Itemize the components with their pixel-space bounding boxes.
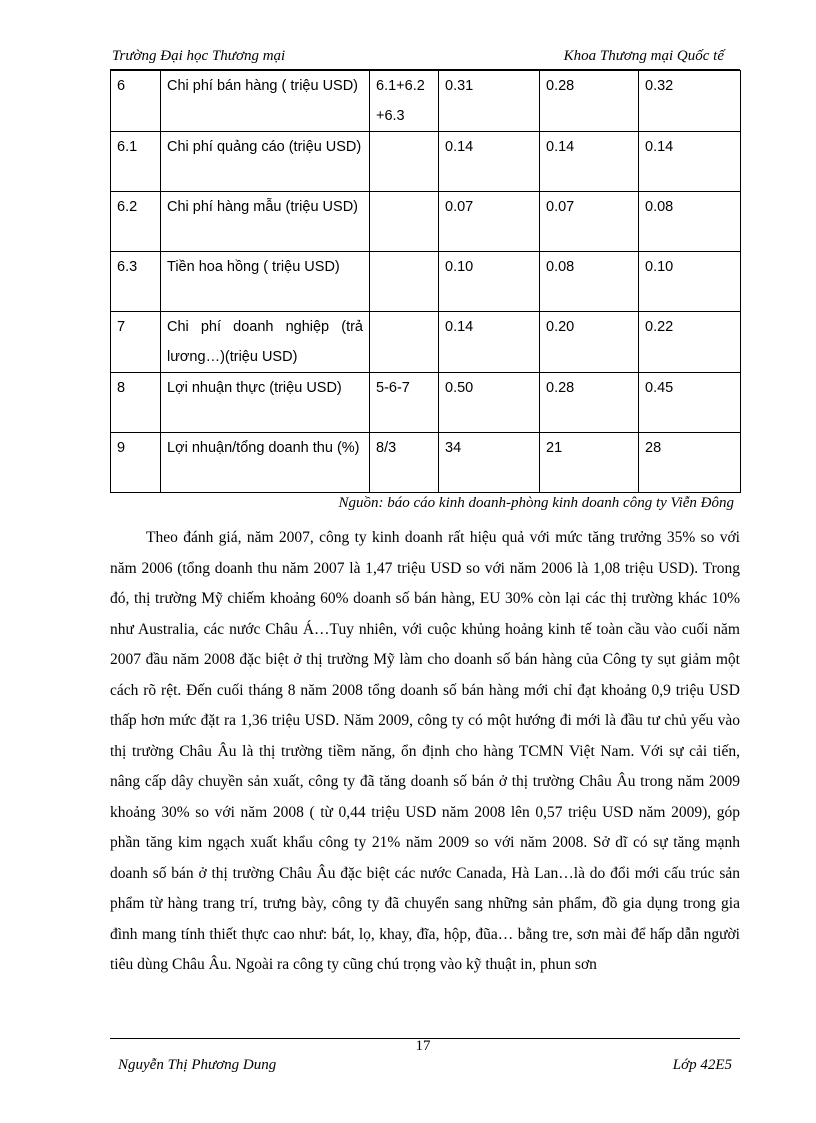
row-item: Tiền hoa hồng ( triệu USD) <box>161 252 370 312</box>
row-formula: 5-6-7 <box>370 373 439 433</box>
row-item: Lợi nhuận/tổng doanh thu (%) <box>161 433 370 493</box>
row-value-2009: 0.32 <box>639 71 741 132</box>
row-item: Chi phí doanh nghiệp (trả lương…)(triệu USD) <box>161 312 370 373</box>
row-formula <box>370 252 439 312</box>
row-value-2008: 0.28 <box>540 373 639 433</box>
row-value-2008: 21 <box>540 433 639 493</box>
row-number: 6 <box>111 71 161 132</box>
row-number: 6.3 <box>111 252 161 312</box>
header-school-name: Trường Đại học Thương mại <box>112 48 286 64</box>
row-item: Chi phí quảng cáo (triệu USD) <box>161 132 370 192</box>
page-number: 17 <box>415 1038 431 1054</box>
row-value-2009: 0.45 <box>639 373 741 433</box>
row-value-2009: 0.08 <box>639 192 741 252</box>
row-value-2008: 0.07 <box>540 192 639 252</box>
row-value-2007: 34 <box>439 433 540 493</box>
table-row <box>111 373 741 433</box>
row-number: 9 <box>111 433 161 493</box>
row-formula: 6.1+6.2 +6.3 <box>370 71 439 132</box>
row-item: Chi phí bán hàng ( triệu USD) <box>161 71 370 132</box>
row-value-2009: 28 <box>639 433 741 493</box>
row-value-2007: 0.07 <box>439 192 540 252</box>
table-row <box>111 312 741 373</box>
row-value-2009: 0.10 <box>639 252 741 312</box>
row-formula <box>370 132 439 192</box>
row-value-2008: 0.08 <box>540 252 639 312</box>
header-faculty-name: Khoa Thương mại Quốc tế <box>563 48 724 64</box>
row-value-2007: 0.31 <box>439 71 540 132</box>
row-formula: 8/3 <box>370 433 439 493</box>
row-value-2008: 0.14 <box>540 132 639 192</box>
row-value-2009: 0.14 <box>639 132 741 192</box>
row-number: 6.1 <box>111 132 161 192</box>
table-row <box>111 433 741 493</box>
footer-class-name: Lớp 42E5 <box>672 1057 732 1073</box>
table-row <box>111 71 741 132</box>
row-value-2008: 0.28 <box>540 71 639 132</box>
table-source-note: Nguồn: báo cáo kinh doanh-phòng kinh doanh công ty Viễn Đông <box>338 495 734 511</box>
table-row <box>111 132 741 192</box>
body-paragraph: Theo đánh giá, năm 2007, công ty kinh doanh rất hiệu quả với mức tăng trưởng 35% so với năm 2006 (tổng doanh thu năm 2007 là 1,47 triệu USD so với năm 2006 là 1,08 triệu USD). Trong đó, thị trường Mỹ chiếm khoảng 60% doanh số bán hàng, EU 30% còn lại các thị trường khác 10% như Australia, các nước Châu Á…Tuy nhiên, với cuộc khủng hoảng kinh tế toàn cầu vào cuối năm 2007 đầu năm 2008 đặc biệt ở thị trường Mỹ làm cho doanh số bán hàng của Công ty sụt giảm một cách rõ rệt. Đến cuối tháng 8 năm 2008 tổng doanh số bán hàng mới chỉ đạt khoảng 0,9 triệu USD thấp hơn mức đặt ra 1,36 triệu USD. Năm 2009, công ty có một hướng đi mới là đầu tư chủ yếu vào thị trường Châu Âu là thị trường tiềm năng, ổn định cho hàng TCMN Việt Nam. Với sự cải tiến, nâng cấp dây chuyền sản xuất, công ty đã tăng doanh số bán ở thị trường Châu Âu trong năm 2009 khoảng 30% so với năm 2008 ( từ 0,44 triệu USD năm 2008 lên 0,57 triệu USD năm 2009), góp phần tăng kim ngạch xuất khẩu công ty 21% năm 2009 so với năm 2008. Sở dĩ có sự tăng mạnh doanh số bán ở thị trường Châu Âu đặc biệt các nước Canada, Hà Lan…là do đổi mới cấu trúc sản phẩm từ hàng trang trí, trưng bày, công ty đã chuyển sang những sản phẩm, đồ gia dụng trong gia đình mang tính thiết thực cao như: bát, lọ, khay, đĩa, hộp, đũa… bằng tre, sơn mài để hấp dẫn người tiêu dùng Châu Âu. Ngoài ra công ty cũng chú trọng vào kỹ thuật in, phun sơn <box>110 529 740 973</box>
table-row <box>111 192 741 252</box>
row-value-2007: 0.14 <box>439 132 540 192</box>
row-value-2007: 0.10 <box>439 252 540 312</box>
row-value-2008: 0.20 <box>540 312 639 373</box>
row-number: 6.2 <box>111 192 161 252</box>
row-value-2009: 0.22 <box>639 312 741 373</box>
row-value-2007: 0.50 <box>439 373 540 433</box>
table-row <box>111 252 741 312</box>
row-formula <box>370 192 439 252</box>
row-item: Chi phí hàng mẫu (triệu USD) <box>161 192 370 252</box>
row-formula <box>370 312 439 373</box>
row-number: 8 <box>111 373 161 433</box>
business-results-table <box>110 70 741 493</box>
row-number: 7 <box>111 312 161 373</box>
row-value-2007: 0.14 <box>439 312 540 373</box>
footer-author-name: Nguyễn Thị Phương Dung <box>118 1057 277 1073</box>
row-item: Lợi nhuận thực (triệu USD) <box>161 373 370 433</box>
